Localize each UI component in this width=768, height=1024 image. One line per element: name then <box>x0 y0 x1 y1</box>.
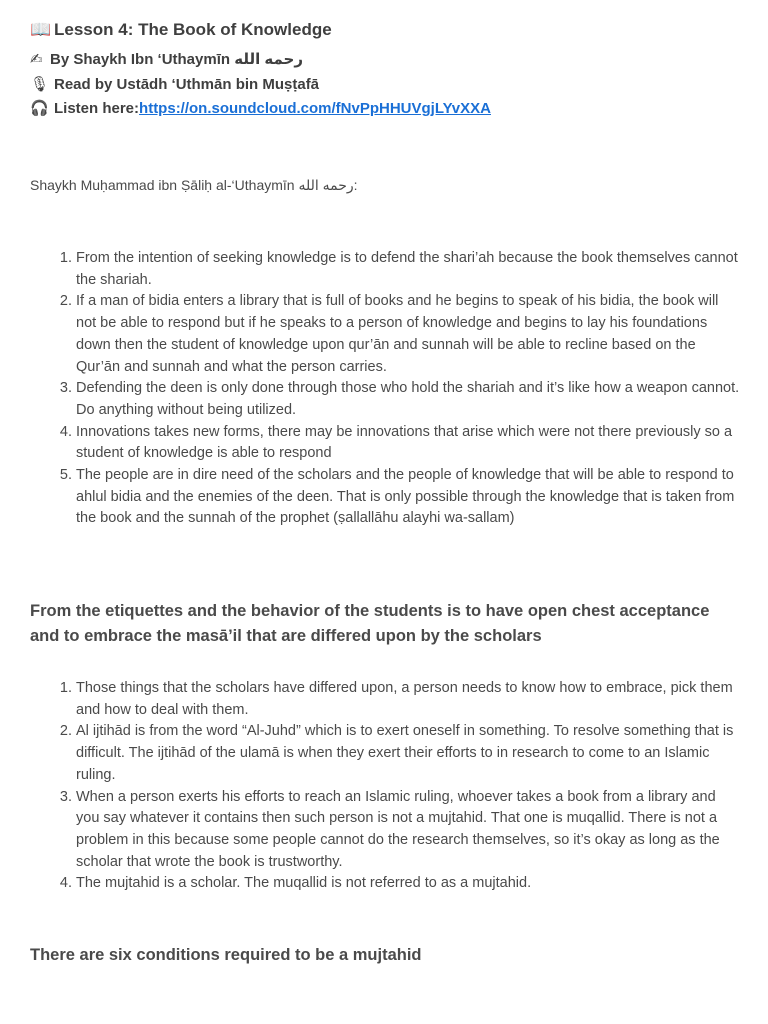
list-item: 3. Defending the deen is only done through those who hold the shariah and it’s like how a weapon cannot. Do anything without being utilized. <box>76 378 740 421</box>
section-heading-conditions: There are six conditions required to be a mujtahid <box>30 946 422 964</box>
reader-line <box>30 75 319 93</box>
intro-text: Shaykh Muḥammad ibn Ṣāliḥ al-‘Uthaymīn رحمه الله: <box>30 177 358 193</box>
soundcloud-link[interactable]: https://on.soundcloud.com/fNvPpHHUVgjLYvXXA <box>139 100 491 117</box>
author-text: By Shaykh Ibn ‘Uthaymīn رحمه الله <box>50 51 303 68</box>
list-item: 3. When a person exerts his efforts to reach an Islamic ruling, whoever takes a book from a library and you say whatever it contains then such person is not a mujtahid. That one is muqallid. There is not a problem in this because some people cannot do the research themselves, so it’s okay as long as the scholar that wrote the book is trustworthy. <box>76 787 740 874</box>
list-item: 4. The mujtahid is a scholar. The muqallid is not referred to as a mujtahid. <box>76 873 740 895</box>
listen-label: Listen here: <box>54 100 140 117</box>
reader-text: Read by Ustādh ‘Uthmān bin Muṣṭafā <box>54 76 320 93</box>
list-item: 4. Innovations takes new forms, there may be innovations that arise which were not there previously so a student of knowledge is able to respond <box>76 422 740 465</box>
author-line <box>30 50 303 68</box>
writing-hand-icon: ✍ <box>30 51 43 68</box>
list-item: 2. Al ijtihād is from the word “Al-Juhd” which is to exert oneself in something. To resolve something that is difficult. The ijtihād of the ulamā is when they exert their efforts to in research to come to an Islamic ruling. <box>76 721 740 786</box>
listen-line <box>30 99 491 117</box>
knowledge-points-list <box>30 248 740 530</box>
lesson-title-text: Lesson 4: The Book of Knowledge <box>54 20 332 39</box>
open-book-icon: 📖 <box>30 20 52 39</box>
list-item: 1. Those things that the scholars have differed upon, a person needs to know how to embrace, pick them and how to deal with them. <box>76 678 740 721</box>
etiquettes-list <box>30 678 740 895</box>
list-item: 5. The people are in dire need of the scholars and the people of knowledge that will be able to respond to ahlul bidia and the enemies of the deen. That is only possible through the knowledge that is taken from the book and the sunnah of the prophet (ṣallallāhu alayhi wa-sallam) <box>76 465 740 530</box>
microphone-icon: 🎙 <box>30 76 50 93</box>
lesson-title <box>30 20 332 40</box>
list-item: 1. From the intention of seeking knowledge is to defend the shari’ah because the book themselves cannot the shariah. <box>76 248 740 291</box>
section-heading-etiquettes: From the etiquettes and the behavior of the students is to have open chest acceptance and to embrace the masā’il that are differed upon by the scholars <box>30 602 710 645</box>
headphones-icon: 🎧 <box>30 100 49 117</box>
list-item: 2. If a man of bidia enters a library that is full of books and he begins to speak of his bidia, the book will not be able to respond but if he speaks to a person of knowledge and begins to lay his foundations down then the student of knowledge upon qur’ān and sunnah will be able to recline based on the Qur’ān and sunnah and what the person carries. <box>76 291 740 378</box>
